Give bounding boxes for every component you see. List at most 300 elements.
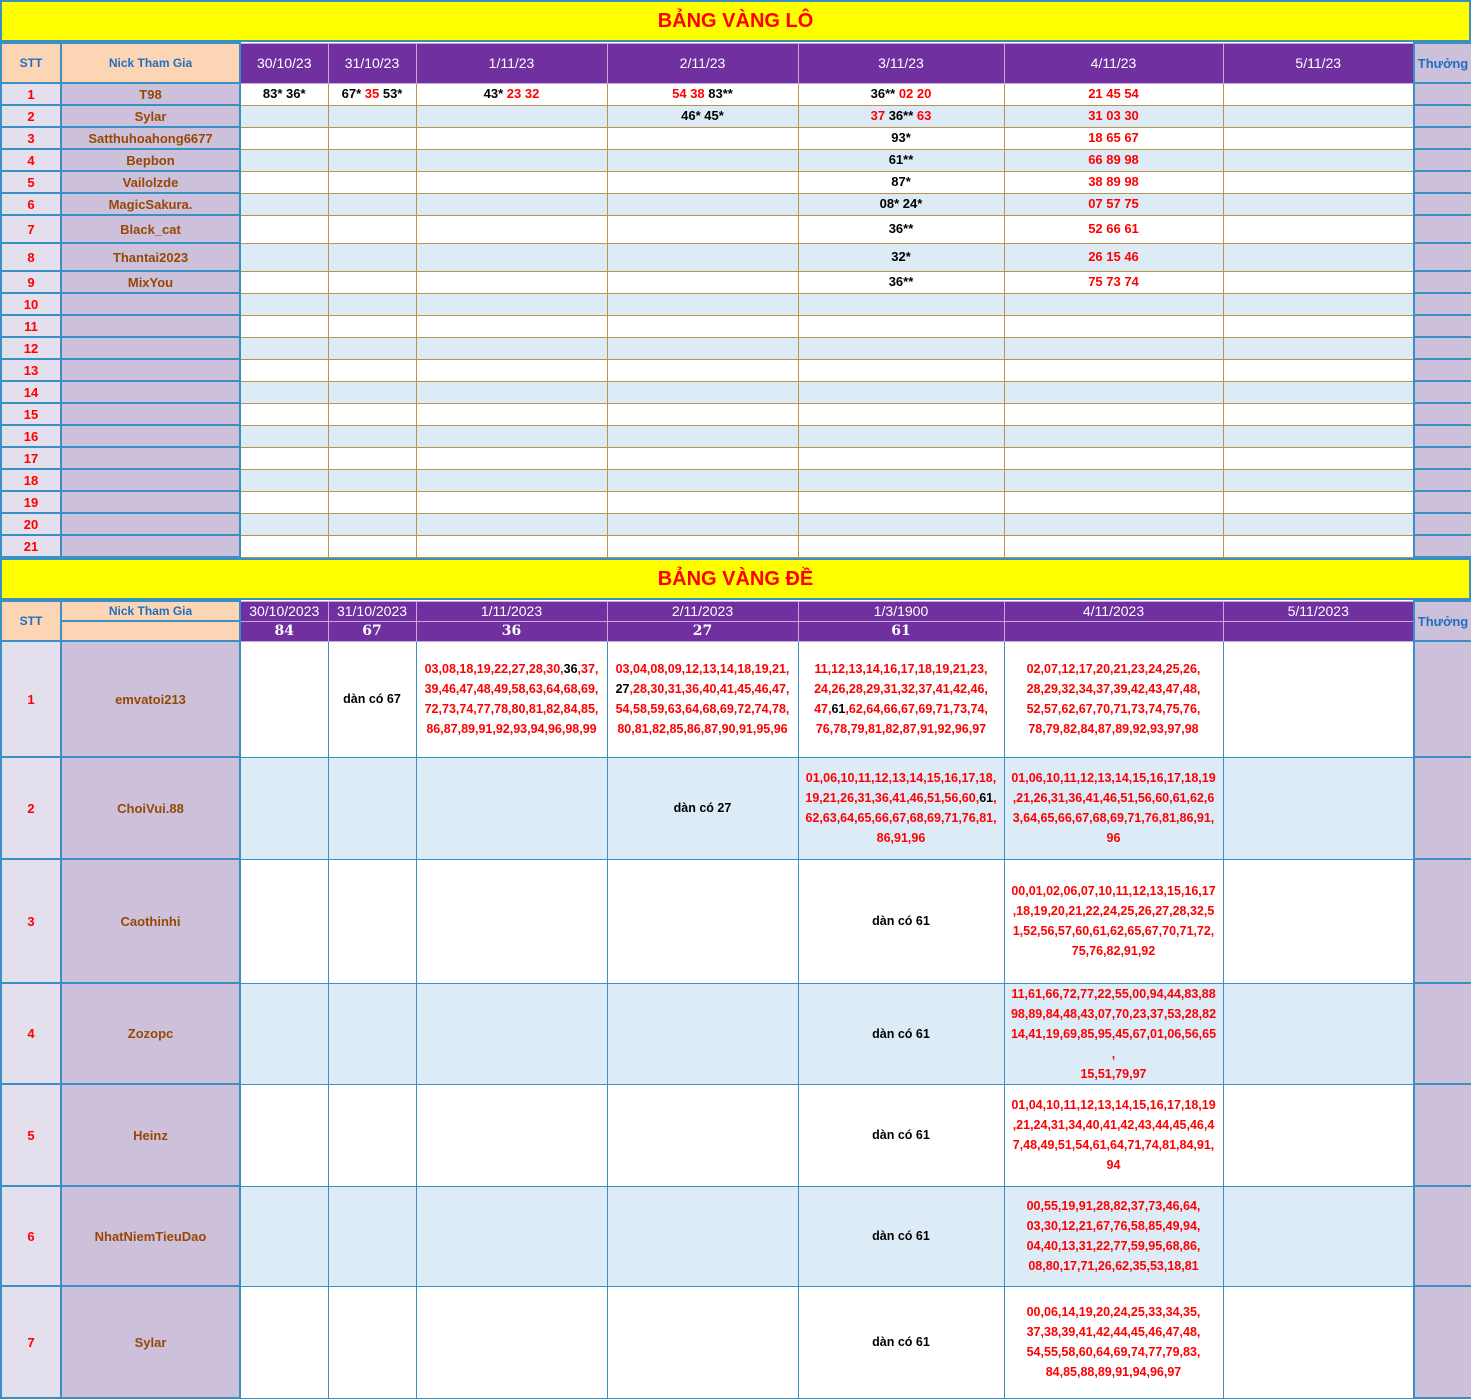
row-prize [1414,425,1471,447]
cell-number-text: 62,63,64,65,66,67,68,69,71,76,81, [805,811,997,825]
row-nick: emvatoi213 [61,641,240,757]
cell-number-text: 03,04,08,09,12,13,14,18,19,21, [615,662,790,676]
row-date-cell [607,1084,798,1186]
row-stt: 16 [1,425,61,447]
cell-number-text: 7,48,49,51,54,61,64,71,74,81,84,91, [1012,1138,1215,1152]
cell-number-text: 72,73,74,77,78,80,81,82,84,85, [424,702,599,716]
row-date-cell [607,513,798,535]
de-result-value: 27 [607,621,798,641]
cell-number-text: 43* [483,86,507,101]
table-row [1,359,1471,381]
row-date-cell [1223,171,1414,193]
table-row [1,171,1471,193]
row-date-cell [240,381,328,403]
row-stt: 19 [1,491,61,513]
row-date-cell [1223,403,1414,425]
cell-number-text: ,62,64,66,67,69,71,73,74, [845,702,988,716]
row-date-cell [1004,403,1223,425]
cell-number-text: 36** [888,221,914,236]
table-row [1,859,1471,983]
cell-number-text: 93* [891,130,911,145]
row-date-cell [328,243,416,271]
de-header-nick-spacer [61,621,240,641]
cell-number-text: 01,04,10,11,12,13,14,15,16,17,18,19 [1011,1098,1216,1112]
row-date-cell [328,171,416,193]
cell-number-text: 02 20 [898,86,932,101]
row-date-cell [1004,469,1223,491]
row-prize [1414,243,1471,271]
row-date-cell [1004,757,1223,859]
cell-number-text: 96 [1106,831,1121,845]
row-stt: 2 [1,757,61,859]
row-date-cell [798,469,1004,491]
row-date-cell [798,641,1004,757]
row-date-cell [328,1186,416,1286]
row-date-cell [798,337,1004,359]
table-row [1,757,1471,859]
row-date-cell [607,105,798,127]
row-date-cell [607,315,798,337]
de-table-body [1,641,1471,1398]
table-row [1,535,1471,557]
row-date-cell [1004,1186,1223,1286]
row-prize [1414,513,1471,535]
row-date-cell [1004,535,1223,557]
de-result-value [1223,621,1414,641]
row-date-cell [328,337,416,359]
row-date-cell [240,337,328,359]
row-date-cell [607,1186,798,1286]
row-date-cell [240,757,328,859]
lo-header-date: 3/11/23 [798,43,1004,83]
row-date-cell [798,193,1004,215]
row-nick [61,359,240,381]
row-date-cell [1004,171,1223,193]
row-nick: Bepbon [61,149,240,171]
row-date-cell [798,425,1004,447]
row-prize [1414,193,1471,215]
cell-number-text: 52 66 61 [1088,221,1139,236]
row-date-cell [1223,193,1414,215]
row-date-cell [416,243,607,271]
cell-number-text: 83* 36* [262,86,306,101]
row-date-cell [328,315,416,337]
row-prize [1414,271,1471,293]
cell-number-text: 54,58,59,63,64,68,69,72,74,78, [615,702,790,716]
lo-header-stt: STT [1,43,61,83]
row-date-cell [416,127,607,149]
row-date-cell [240,425,328,447]
cell-number-text: 31 03 30 [1088,108,1139,123]
row-prize [1414,293,1471,315]
row-date-cell [798,757,1004,859]
row-nick: T98 [61,83,240,105]
row-date-cell [240,315,328,337]
row-date-cell [328,757,416,859]
row-prize [1414,1286,1471,1398]
cell-number-text: 00,06,14,19,20,24,25,33,34,35, [1026,1305,1201,1319]
row-date-cell [240,447,328,469]
row-date-cell [1004,1286,1223,1398]
row-date-cell [1223,447,1414,469]
row-date-cell [328,381,416,403]
row-date-cell [416,641,607,757]
table-row [1,337,1471,359]
de-result-value: 84 [240,621,328,641]
row-prize [1414,403,1471,425]
cell-number-text: 23 32 [506,86,540,101]
row-nick [61,447,240,469]
row-date-cell [607,83,798,105]
row-date-cell [607,193,798,215]
table-row [1,193,1471,215]
row-date-cell [328,293,416,315]
row-stt: 6 [1,193,61,215]
row-date-cell [1004,359,1223,381]
row-date-cell [1223,149,1414,171]
cell-number-text: , [993,791,997,805]
cell-number-text: 66 89 98 [1088,152,1139,167]
cell-number-text: 63 [913,108,932,123]
cell-number-text: 83** [708,86,733,101]
cell-number-text: 67* [341,86,365,101]
row-date-cell [1223,425,1414,447]
row-date-cell [1223,105,1414,127]
row-date-cell [607,243,798,271]
cell-number-text: 28,29,32,34,37,39,42,43,47,48, [1026,682,1201,696]
row-nick: Thantai2023 [61,243,240,271]
row-nick: Zozopc [61,983,240,1084]
lo-header-date: 5/11/23 [1223,43,1414,83]
row-date-cell [240,1286,328,1398]
row-nick: Sylar [61,1286,240,1398]
row-nick [61,403,240,425]
row-date-cell [607,149,798,171]
row-date-cell [240,127,328,149]
cell-number-text: 94 [1106,1158,1121,1172]
row-prize [1414,491,1471,513]
row-date-cell [240,859,328,983]
row-date-cell [328,271,416,293]
row-date-cell [328,215,416,243]
de-header-date: 2/11/2023 [607,601,798,621]
row-prize [1414,127,1471,149]
cell-number-text: dàn có 61 [872,1026,930,1041]
row-date-cell [416,105,607,127]
de-header-date: 5/11/2023 [1223,601,1414,621]
row-prize [1414,447,1471,469]
row-date-cell [416,359,607,381]
row-date-cell [328,149,416,171]
row-date-cell [1004,1084,1223,1186]
row-date-cell [798,1286,1004,1398]
row-stt: 3 [1,127,61,149]
row-nick [61,491,240,513]
row-prize [1414,171,1471,193]
cell-number-text: 52,57,62,67,70,71,73,74,75,76, [1026,702,1201,716]
row-date-cell [416,535,607,557]
row-date-cell [1004,271,1223,293]
row-date-cell [416,469,607,491]
cell-number-text: 03,30,12,21,67,76,58,85,49,94, [1026,1219,1201,1233]
cell-number-text: 18 65 67 [1088,130,1139,145]
table-row [1,425,1471,447]
cell-number-text: ,28,30,31,36,40,41,45,46,47, [629,682,790,696]
cell-number-text: 24,26,28,29,31,32,37,41,42,46, [814,682,988,696]
row-date-cell [798,1084,1004,1186]
row-nick: Sylar [61,105,240,127]
row-date-cell [240,359,328,381]
row-date-cell [1004,215,1223,243]
cell-number-text: ,21,24,31,34,40,41,42,43,44,45,46,4 [1012,1118,1215,1132]
row-stt: 5 [1,1084,61,1186]
table-row [1,1186,1471,1286]
row-date-cell [607,293,798,315]
row-prize [1414,1186,1471,1286]
cell-number-text: 01,06,10,11,12,13,14,15,16,17,18, [805,771,997,785]
table-row [1,447,1471,469]
table-row [1,127,1471,149]
lo-board-title: BẢNG VÀNG LÔ [0,0,1471,42]
row-date-cell [607,337,798,359]
row-date-cell [328,641,416,757]
row-date-cell [607,403,798,425]
row-stt: 5 [1,171,61,193]
row-date-cell [1004,337,1223,359]
row-date-cell [607,757,798,859]
row-stt: 4 [1,149,61,171]
cell-number-text: dàn có 61 [872,1335,930,1349]
row-date-cell [798,535,1004,557]
row-date-cell [328,983,416,1084]
table-row [1,381,1471,403]
table-row [1,983,1471,1084]
row-prize [1414,315,1471,337]
cell-number-text: 01,06,10,11,12,13,14,15,16,17,18,19 [1011,771,1216,785]
row-date-cell [416,315,607,337]
row-date-cell [240,983,328,1084]
row-date-cell [607,469,798,491]
row-nick: Caothinhi [61,859,240,983]
row-date-cell [328,1286,416,1398]
row-date-cell [328,425,416,447]
table-row [1,83,1471,105]
row-date-cell [798,403,1004,425]
row-date-cell [328,1084,416,1186]
row-nick: NhatNiemTieuDao [61,1186,240,1286]
row-date-cell [1223,243,1414,271]
row-date-cell [416,491,607,513]
cell-number-text: 14,41,19,69,85,95,45,67,01,06,56,65 [1010,1026,1217,1041]
de-header-nick: Nick Tham Gia [61,601,240,621]
row-date-cell [607,127,798,149]
cell-number-text: 61 [831,702,846,716]
de-header-date: 1/3/1900 [798,601,1004,621]
row-date-cell [1004,983,1223,1084]
row-date-cell [1223,859,1414,983]
row-date-cell [1223,381,1414,403]
row-date-cell [240,271,328,293]
row-date-cell [798,127,1004,149]
row-stt: 9 [1,271,61,293]
row-stt: 7 [1,215,61,243]
row-date-cell [798,447,1004,469]
row-date-cell [607,447,798,469]
table-row [1,641,1471,757]
cell-number-text: 87* [891,174,911,189]
row-date-cell [416,215,607,243]
row-date-cell [798,149,1004,171]
row-date-cell [607,1286,798,1398]
row-date-cell [798,359,1004,381]
row-stt: 11 [1,315,61,337]
de-result-value [1004,621,1223,641]
row-prize [1414,757,1471,859]
row-date-cell [1223,293,1414,315]
table-row [1,243,1471,271]
cell-number-text: 86,91,96 [876,831,926,845]
row-date-cell [328,105,416,127]
row-date-cell [798,983,1004,1084]
row-date-cell [607,359,798,381]
row-date-cell [1223,469,1414,491]
row-date-cell [798,315,1004,337]
row-date-cell [1223,1286,1414,1398]
row-date-cell [798,1186,1004,1286]
row-date-cell [240,469,328,491]
row-date-cell [240,293,328,315]
row-nick [61,535,240,557]
cell-number-text: 35 [364,86,380,101]
row-stt: 2 [1,105,61,127]
lo-header-prize: Thưởng [1414,43,1471,83]
row-prize [1414,83,1471,105]
cell-number-text: 46* 45* [681,108,724,123]
table-row [1,105,1471,127]
row-date-cell [1223,127,1414,149]
row-date-cell [607,381,798,403]
de-header-date: 31/10/2023 [328,601,416,621]
row-date-cell [328,127,416,149]
de-header-date: 1/11/2023 [416,601,607,621]
row-date-cell [1223,641,1414,757]
row-date-cell [416,1084,607,1186]
cell-number-text: 00,01,02,06,07,10,11,12,13,15,16,17 [1011,884,1216,898]
row-stt: 6 [1,1186,61,1286]
table-row [1,1084,1471,1186]
row-date-cell [328,359,416,381]
row-date-cell [1223,513,1414,535]
row-date-cell [416,149,607,171]
row-date-cell [240,641,328,757]
row-prize [1414,641,1471,757]
cell-number-text: 03,08,18,19,22,27,28,30, [424,662,564,676]
cell-number-text: 36 [563,662,578,676]
row-date-cell [328,83,416,105]
row-stt: 20 [1,513,61,535]
row-date-cell [240,149,328,171]
cell-number-text: 21 45 54 [1088,86,1139,101]
row-date-cell [798,513,1004,535]
cell-number-text: 47, [814,702,832,716]
table-row [1,293,1471,315]
de-result-value: 36 [416,621,607,641]
cell-number-text: 32* [891,249,911,264]
cell-number-text: 11,61,66,72,77,22,55,00,94,44,83,88 [1011,986,1216,1001]
cell-number-text: 80,81,82,85,86,87,90,91,95,96 [617,722,788,736]
row-date-cell [1223,315,1414,337]
cell-number-text: 02,07,12,17,20,21,23,24,25,26, [1026,662,1201,676]
row-date-cell [1223,359,1414,381]
row-date-cell [1004,83,1223,105]
cell-number-text: 84,85,88,89,91,94,96,97 [1045,1365,1182,1379]
row-date-cell [416,271,607,293]
row-stt: 12 [1,337,61,359]
row-date-cell [416,859,607,983]
table-row [1,403,1471,425]
table-row [1,215,1471,243]
table-row [1,315,1471,337]
cell-number-text: dàn có 27 [673,801,732,815]
cell-number-text: 78,79,82,84,87,89,92,93,97,98 [1028,722,1199,736]
row-date-cell [607,271,798,293]
row-date-cell [240,513,328,535]
row-date-cell [798,171,1004,193]
row-date-cell [607,535,798,557]
row-date-cell [798,293,1004,315]
row-date-cell [416,447,607,469]
cell-number-text: 07 57 75 [1088,196,1139,211]
row-stt: 1 [1,83,61,105]
row-date-cell [1004,105,1223,127]
row-date-cell [1004,381,1223,403]
cell-number-text: 27 [615,682,630,696]
row-date-cell [416,337,607,359]
cell-number-text: 76,78,79,81,82,87,91,92,96,97 [815,722,987,736]
row-date-cell [328,859,416,983]
row-date-cell [328,491,416,513]
row-date-cell [240,1084,328,1186]
row-date-cell [328,447,416,469]
row-prize [1414,105,1471,127]
cell-number-text: 39,46,47,48,49,58,63,64,68,69, [424,682,599,696]
row-date-cell [1223,1084,1414,1186]
cell-number-text: ,18,19,20,21,22,24,25,26,27,28,32,5 [1012,904,1215,918]
row-date-cell [416,1286,607,1398]
row-date-cell [1004,243,1223,271]
row-date-cell [607,171,798,193]
row-prize [1414,983,1471,1084]
de-result-value: 67 [328,621,416,641]
row-nick: ChoiVui.88 [61,757,240,859]
row-date-cell [607,859,798,983]
row-date-cell [328,469,416,491]
row-prize [1414,381,1471,403]
row-nick [61,315,240,337]
row-nick: Black_cat [61,215,240,243]
cell-number-text: 00,55,19,91,28,82,37,73,46,64, [1026,1199,1201,1213]
row-stt: 1 [1,641,61,757]
row-date-cell [416,1186,607,1286]
row-prize [1414,215,1471,243]
table-row [1,149,1471,171]
row-date-cell [607,983,798,1084]
row-date-cell [1004,859,1223,983]
cell-number-text: 37 [870,108,889,123]
cell-number-text: ,37, [577,662,599,676]
row-date-cell [328,535,416,557]
row-date-cell [1004,447,1223,469]
